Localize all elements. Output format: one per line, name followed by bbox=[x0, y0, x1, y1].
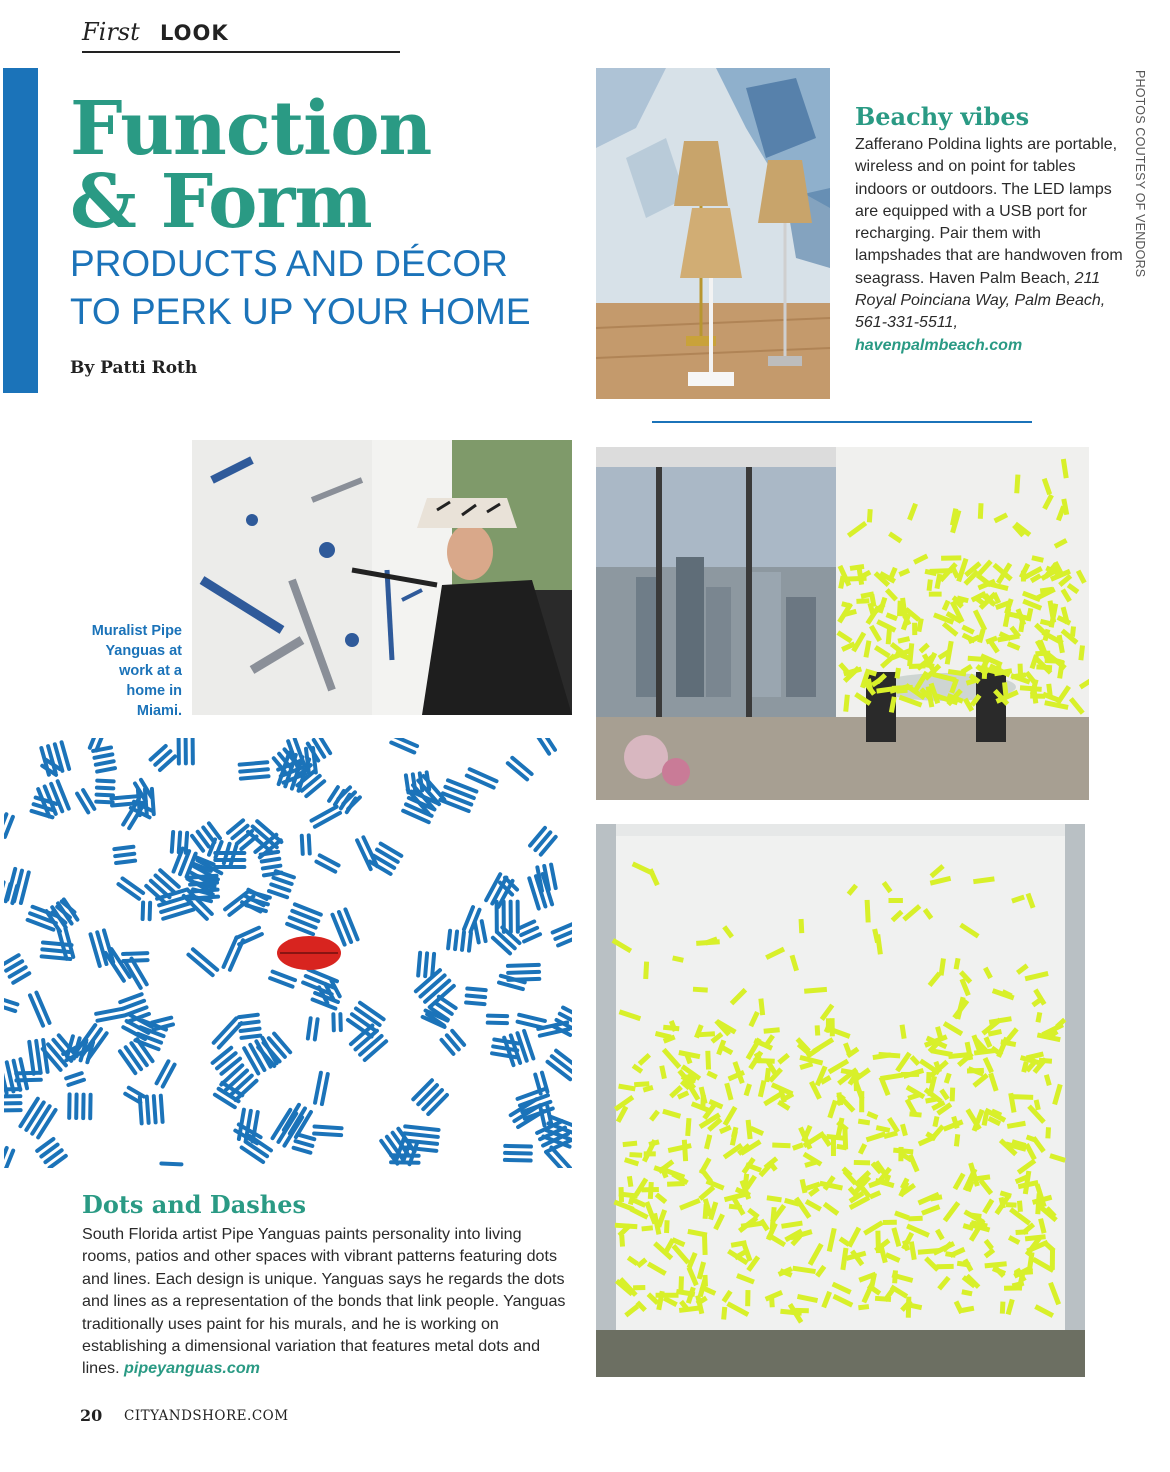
beachy-divider bbox=[652, 421, 1032, 423]
section-label-first: First bbox=[82, 18, 140, 46]
subheadline-line-1: PRODUCTS AND DÉCOR bbox=[70, 243, 508, 284]
photo-credit-text: PHOTOS COUTESY OF VENDORS bbox=[1133, 70, 1147, 278]
living-room-photo bbox=[596, 447, 1089, 800]
dots-body bbox=[82, 1223, 574, 1380]
headline-line-2: & Form bbox=[70, 159, 372, 245]
beachy-address: 211 Royal Poinciana Way, Palm Beach, 561-331-5511, bbox=[855, 269, 1106, 332]
beachy-body bbox=[855, 134, 1123, 357]
photo-credit bbox=[1129, 70, 1151, 278]
subheadline-line-2: TO PERK UP YOUR HOME bbox=[70, 291, 531, 332]
site-name: CITYANDSHORE.COM bbox=[124, 1408, 289, 1424]
muralist-photo bbox=[192, 440, 572, 715]
dots-dashes-photo bbox=[4, 738, 572, 1168]
lamps-photo bbox=[596, 68, 830, 399]
page-number: 20 bbox=[80, 1406, 103, 1425]
byline: By Patti Roth bbox=[70, 358, 198, 378]
dots-link[interactable]: pipeyanguas.com bbox=[124, 1359, 260, 1378]
beachy-body-text: Zafferano Poldina lights are portable, wireless and on point for tables indoors or outdoors. The LED lamps are equipped with a USB port for recharging. Pair them with lampshades that are handwoven from seagrass. Haven Palm Beach, bbox=[855, 136, 1123, 287]
neon-mural-photo bbox=[596, 824, 1085, 1377]
beachy-link[interactable]: havenpalmbeach.com bbox=[855, 336, 1023, 354]
muralist-caption: Muralist Pipe Yanguas at work at a home in Miami. bbox=[91, 623, 182, 719]
dots-heading: Dots and Dashes bbox=[82, 1190, 307, 1219]
dots-body-text: South Florida artist Pipe Yanguas paints personality into living rooms, patios and other spaces with vibrant patterns featuring dots and lines. Each design is unique. Yanguas says he regards the dots and lines as a representation of the bonds that link people. Yanguas traditionally uses paint for his murals, and he is working on establishing a dimensional variation that features metal dots and lines. bbox=[82, 1225, 566, 1378]
headline-line-1: Function bbox=[70, 86, 432, 172]
header-divider bbox=[82, 51, 400, 53]
accent-bar bbox=[3, 68, 38, 393]
section-label-look: LOOK bbox=[160, 21, 229, 45]
beachy-heading: Beachy vibes bbox=[855, 102, 1030, 131]
